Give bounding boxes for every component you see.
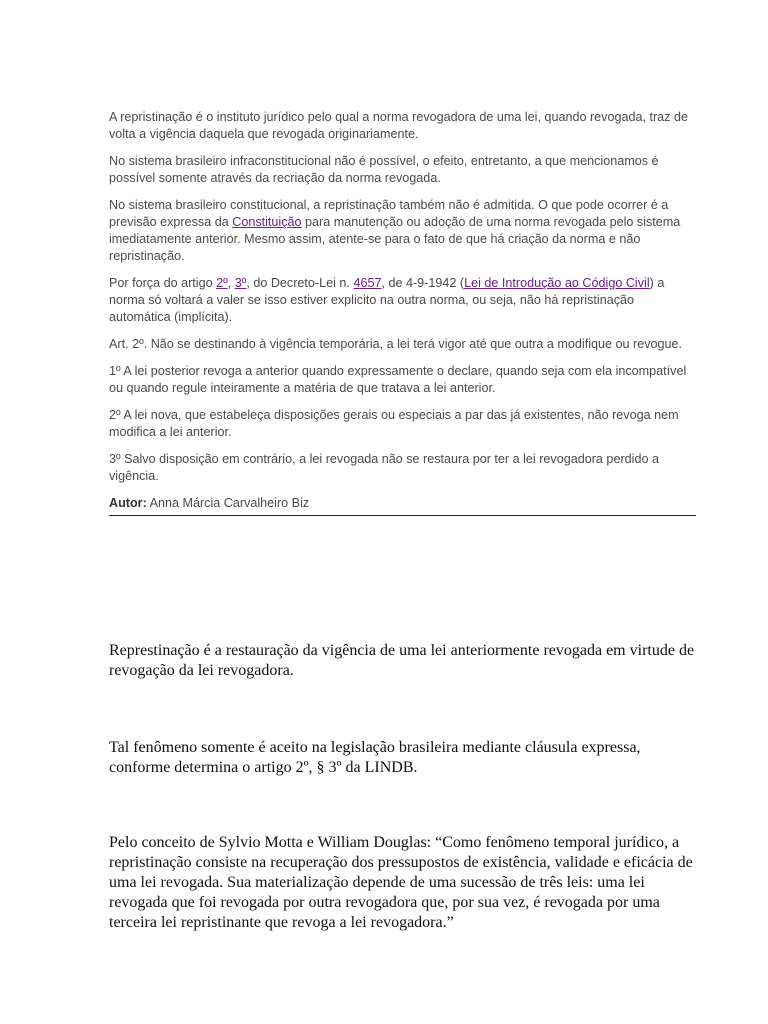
note-1: Represtinação é a restauração da vigência de uma lei anteriormente revogada em virtude de revogação da lei revogadora. (109, 642, 695, 679)
paragraph-4 (109, 275, 696, 326)
decreto-4657-link[interactable]: 4657 (353, 276, 382, 290)
paragraph-5: Art. 2º. Não se destinando à vigência temporária, a lei terá vigor até que outra a modifique ou revogue. (109, 337, 683, 351)
paragraph-4-sep: , (227, 276, 235, 290)
paragraph-6: 1º A lei posterior revoga a anterior quando expressamente o declare, quando seja com ela incompatível ou quando regule inteiramente a matéria de que tratava a lei anterior. (109, 364, 687, 395)
artigo-3-link[interactable]: 3º (234, 276, 247, 290)
paragraph-3-text-b: para manutenção ou adoção de uma norma revogada pelo sistema imediatamente anterior. Mesmo assim, atente-se para o fato de que há criação da norma e não repristinação. (109, 215, 681, 263)
paragraph-4-text-b: , do Decreto-Lei n. (246, 276, 354, 290)
note-3: Pelo conceito de Sylvio Motta e William Douglas: “Como fenômeno temporal jurídico, a repristinação consiste na recuperação dos pressupostos de existência, validade e eficácia de uma lei revogada. Sua materialização depende de uma sucessão de três leis: uma lei revogada que foi revogada por outra revogadora que, por sua vez, é revogada por uma terceira lei repristinante que revoga a lei revogadora.” (109, 834, 693, 931)
paragraph-2: No sistema brasileiro infraconstitucional não é possível, o efeito, entretanto, a que mencionamos é possível somente através da recriação da norma revogada. (109, 154, 659, 185)
paragraph-3 (109, 197, 696, 265)
paragraph-8: 3º Salvo disposição em contrário, a lei revogada não se restaura por ter a lei revogadora perdido a vigência. (109, 452, 659, 483)
author-line (109, 495, 696, 516)
lei-introducao-link[interactable]: Lei de Introdução ao Código Civil (464, 276, 650, 290)
paragraph-7: 2º A lei nova, que estabeleça disposições gerais ou especiais a par das já existentes, não revoga nem modifica a lei anterior. (109, 408, 679, 439)
article-block (109, 109, 696, 516)
author-name: Anna Márcia Carvalheiro Biz (146, 496, 310, 510)
paragraph-4-text-a: Por força do artigo (109, 276, 217, 290)
paragraph-4-text-d: ) a norma só voltará a valer se isso estiver explicito na outra norma, ou seja, não há repristinação automática (implícita). (109, 276, 665, 324)
author-label: Autor: (109, 496, 147, 510)
artigo-2-link[interactable]: 2º (216, 276, 228, 290)
constituicao-link[interactable]: Constituição (232, 215, 302, 229)
paragraph-4-text-c: , de 4-9-1942 ( (381, 276, 465, 290)
paragraph-1: A repristinação é o instituto jurídico pelo qual a norma revogadora de uma lei, quando revogada, traz de volta a vigência daquela que revogada originariamente. (109, 110, 688, 141)
paragraph-3-text-a: No sistema brasileiro constitucional, a repristinação também não é admitida. O que pode ocorrer é a previsão expressa da (109, 198, 669, 229)
note-2: Tal fenômeno somente é aceito na legislação brasileira mediante cláusula expressa, conforme determina o artigo 2º, § 3º da LINDB. (109, 739, 641, 776)
